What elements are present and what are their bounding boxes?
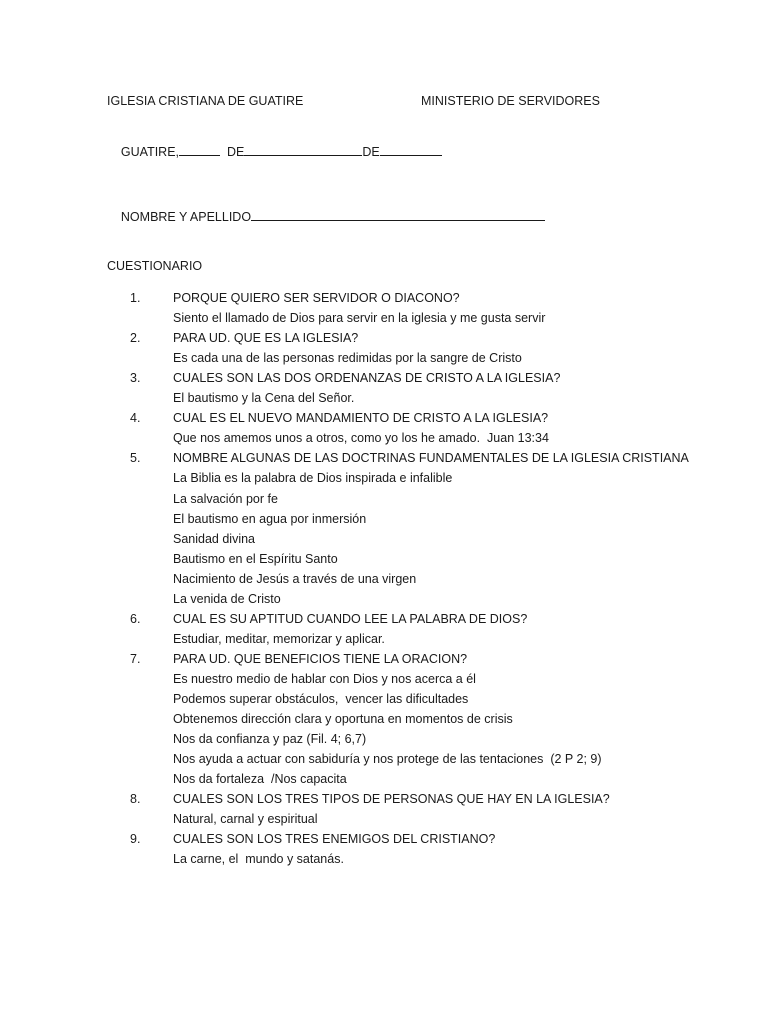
- name-blank: [251, 208, 545, 221]
- question-text: NOMBRE ALGUNAS DE LAS DOCTRINAS FUNDAMENTALES DE LA IGLESIA CRISTIANA: [173, 451, 689, 465]
- answer-text: Podemos superar obstáculos, vencer las dificultades: [173, 692, 469, 706]
- question-text: CUALES SON LAS DOS ORDENANZAS DE CRISTO A LA IGLESIA?: [173, 371, 561, 385]
- answer-text: Estudiar, meditar, memorizar y aplicar.: [173, 632, 385, 646]
- answer-text: La Biblia es la palabra de Dios inspirada e infalible: [173, 471, 453, 485]
- answer-text: La salvación por fe: [173, 492, 278, 506]
- question-number: 8.: [130, 792, 141, 806]
- date-line: [107, 127, 442, 176]
- answer-text: Nos ayuda a actuar con sabiduría y nos protege de las tentaciones (2 P 2; 9): [173, 752, 602, 766]
- answer-text: Sanidad divina: [173, 532, 256, 546]
- spacer: [220, 145, 227, 159]
- church-name: IGLESIA CRISTIANA DE GUATIRE: [107, 94, 304, 108]
- answer-text: Nacimiento de Jesús a través de una virgen: [173, 572, 417, 586]
- day-blank: [179, 143, 220, 156]
- question-number: 2.: [130, 331, 141, 345]
- answer-text: Nos da confianza y paz (Fil. 4; 6,7): [173, 732, 367, 746]
- question-text: CUALES SON LOS TRES ENEMIGOS DEL CRISTIANO?: [173, 832, 496, 846]
- answer-text: Obtenemos dirección clara y oportuna en momentos de crisis: [173, 712, 513, 726]
- answer-text: La venida de Cristo: [173, 592, 281, 606]
- ministry-name: MINISTERIO DE SERVIDORES: [421, 94, 600, 108]
- question-text: PARA UD. QUE ES LA IGLESIA?: [173, 331, 359, 345]
- question-number: 1.: [130, 291, 141, 305]
- question-text: CUAL ES EL NUEVO MANDAMIENTO DE CRISTO A LA IGLESIA?: [173, 411, 549, 425]
- answer-text: Bautismo en el Espíritu Santo: [173, 552, 338, 566]
- date-prefix: GUATIRE,: [120, 145, 180, 159]
- answer-text: Es cada una de las personas redimidas por la sangre de Cristo: [173, 351, 522, 365]
- question-number: 6.: [130, 612, 141, 626]
- question-text: CUALES SON LOS TRES TIPOS DE PERSONAS QUE HAY EN LA IGLESIA?: [173, 792, 610, 806]
- question-number: 3.: [130, 371, 141, 385]
- year-blank: [380, 143, 442, 156]
- answer-text: El bautismo en agua por inmersión: [173, 512, 367, 526]
- question-text: PORQUE QUIERO SER SERVIDOR O DIACONO?: [173, 291, 460, 305]
- date-de-2: DE: [362, 145, 380, 159]
- question-number: 9.: [130, 832, 141, 846]
- month-blank: [244, 143, 362, 156]
- question-text: CUAL ES SU APTITUD CUANDO LEE LA PALABRA DE DIOS?: [173, 612, 528, 626]
- section-title: CUESTIONARIO: [107, 259, 203, 273]
- question-number: 4.: [130, 411, 141, 425]
- question-number: 5.: [130, 451, 141, 465]
- question-text: PARA UD. QUE BENEFICIOS TIENE LA ORACION?: [173, 652, 468, 666]
- name-line: [107, 192, 545, 241]
- answer-text: Es nuestro medio de hablar con Dios y nos acerca a él: [173, 672, 476, 686]
- name-label: NOMBRE Y APELLIDO: [120, 210, 252, 224]
- answer-text: Natural, carnal y espiritual: [173, 812, 318, 826]
- answer-text: La carne, el mundo y satanás.: [173, 852, 344, 866]
- answer-text: Nos da fortaleza /Nos capacita: [173, 772, 347, 786]
- date-de-1: DE: [226, 145, 245, 159]
- answer-text: Siento el llamado de Dios para servir en la iglesia y me gusta servir: [173, 311, 546, 325]
- answer-text: El bautismo y la Cena del Señor.: [173, 391, 355, 405]
- answer-text: Que nos amemos unos a otros, como yo los he amado. Juan 13:34: [173, 431, 549, 445]
- question-number: 7.: [130, 652, 141, 666]
